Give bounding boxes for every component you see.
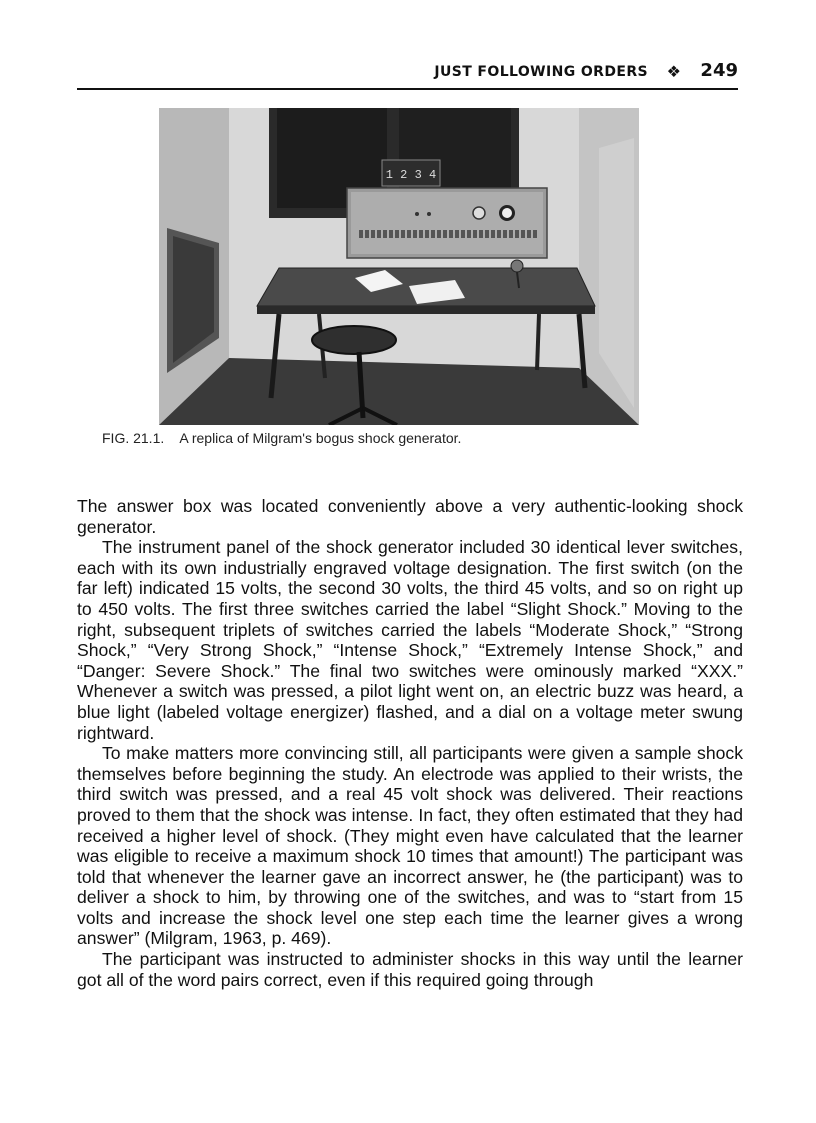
figure-photo <box>159 108 639 425</box>
caption-label: FIG. 21.1. <box>102 430 165 446</box>
running-title: JUST FOLLOWING ORDERS <box>434 64 648 80</box>
paragraph: To make matters more convincing still, all participants were given a sample shock themselves before beginning the study. An electrode was applied to their wrists, the third switch was pressed, and a real 45 volt shock was delivered. Their reactions proved to them that the shock was intense. In fact, they often estimated that they had received a higher level of shock. (They might even have calculated that the learner was eligible to receive a maximum shock 10 times that amount!) The participant was told that whenever the learner gave an incorrect answer, he (the participant) was to deliver a shock to him, by throwing one of the switches, and was to “start from 15 volts and increase the shock level one step each time the learner gives a wrong answer” (Milgram, 1963, p. 469). <box>77 743 743 949</box>
paragraph: The instrument panel of the shock generator included 30 identical lever switches, each with its own industrially engraved voltage designation. The first switch (on the far left) indicated 15 volts, the second 30 volts, the third 45 volts, and so on right up to 450 volts. The first three switches carried the label “Slight Shock.” Moving to the right, subsequent triplets of switches carried the labels “Moderate Shock,” “Strong Shock,” “Very Strong Shock,” “Intense Shock,” “Extremely Intense Shock,” and “Danger: Severe Shock.” The final two switches were ominously marked “XXX.” Whenever a switch was pressed, a pilot light went on, an electric buzz was heard, a blue light (labeled voltage energizer) flashed, and a dial on a voltage meter swung rightward. <box>77 537 743 743</box>
running-header <box>77 60 738 90</box>
ornament-icon: ❖ <box>666 64 681 81</box>
dial-digits: 1 2 3 4 <box>385 168 437 182</box>
caption-text: A replica of Milgram's bogus shock generator. <box>179 430 462 446</box>
body-text <box>77 496 743 990</box>
page-number: 249 <box>700 60 738 81</box>
figure-caption <box>102 430 461 446</box>
paragraph: The participant was instructed to administer shocks in this way until the learner got all of the word pairs correct, even if this required going through <box>77 949 743 990</box>
paragraph: The answer box was located conveniently above a very authentic-looking shock generator. <box>77 496 743 537</box>
